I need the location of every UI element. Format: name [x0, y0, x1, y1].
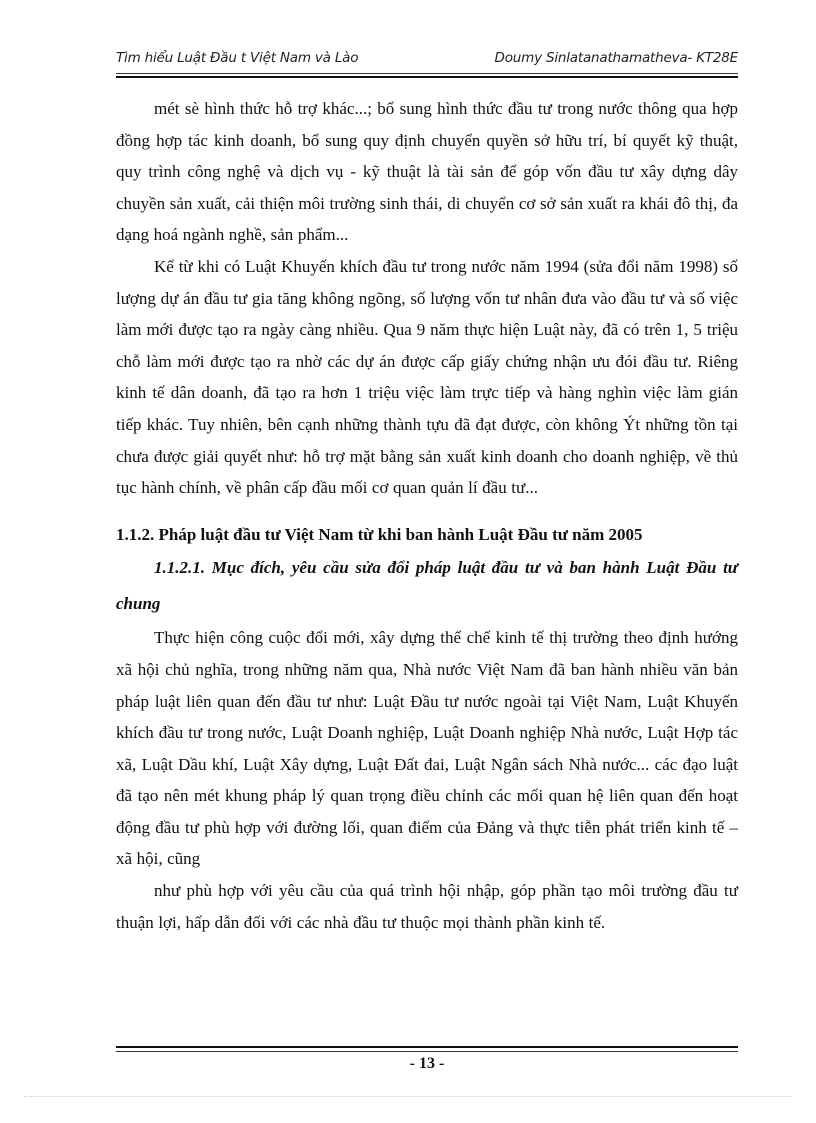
page-number: - 13 - — [409, 1055, 445, 1072]
paragraph-3: Thực hiện công cuộc đổi mới, xây dựng thể chế kinh tế thị trường theo định hướng xã hội chủ nghĩa, trong những năm qua, Nhà nước Việt Nam đã ban hành nhiều văn bản pháp luật liên quan đến đầu tư như: Luật Đầu tư nước ngoài tại Việt Nam, Luật Khuyến khích đầu tư trong nước, Luật Doanh nghiệp, Luật Doanh nghiệp Nhà nước, Luật Hợp tác xã, Luật Dầu khí, Luật Xây dựng, Luật Đất đai, Luật Ngân sách Nhà nước... các đạo luật đã tạo nên mét khung pháp lý quan trọng điều chỉnh các mối quan hệ liên quan đến hoạt động đầu tư phù hợp với đường lối, quan điểm của Đảng và thực tiễn phát triển kinh tế – xã hội, cũng — [116, 628, 738, 869]
page-body — [116, 93, 738, 938]
footer-rule-thick — [116, 1046, 738, 1048]
header-rule-thin — [116, 73, 738, 74]
header-rule-thick — [116, 76, 738, 78]
header-title: Tìm hiểu Luật Đầu t Việt Nam và Lào — [116, 50, 359, 66]
paragraph-1: mét sè hình thức hỗ trợ khác...; bổ sung hình thức đầu tư trong nước thông qua hợp đồng hợp tác kinh doanh, bổ sung quy định chuyển quyền sở hữu trí, bí quyết kỹ thuật, quy trình công nghệ và dịch vụ - kỹ thuật là tài sản để góp vốn đầu tư xây dựng dây chuyền sản xuất, cải thiện môi trường sinh thái, di chuyển cơ sở sản xuất ra khái đô thị, đa dạng hoá ngành nghề, sản phẩm... — [116, 99, 738, 245]
subsection-heading: 1.1.2.1. Mục đích, yêu cầu sửa đổi pháp luật đầu tư và ban hành Luật Đầu tư chung — [116, 558, 738, 614]
page-bottom-dotted-line — [24, 1096, 792, 1097]
header-author: Doumy Sinlatanathamatheva- KT28E — [494, 50, 738, 66]
paragraph-4: như phù hợp với yêu cầu của quá trình hội nhập, góp phần tạo môi trường đầu tư thuận lợi, hấp dẫn đối với các nhà đầu tư thuộc mọi thành phần kinh tế. — [116, 881, 738, 932]
footer-rule-thin — [116, 1051, 738, 1052]
page-header — [116, 48, 738, 70]
section-heading: 1.1.2. Pháp luật đầu tư Việt Nam từ khi ban hành Luật Đầu tư năm 2005 — [116, 524, 643, 544]
paragraph-2: Kể từ khi có Luật Khuyến khích đầu tư trong nước năm 1994 (sửa đổi năm 1998) số lượng dự án đầu tư gia tăng không ngõng, số lượng vốn tư nhân đưa vào đầu tư và số việc làm mới được tạo ra ngày càng nhiều. Qua 9 năm thực hiện Luật này, đã có trên 1, 5 triệu chỗ làm mới được tạo ra nhờ các dự án được cấp giấy chứng nhận ưu đói đầu tư. Riêng kinh tế dân doanh, đã tạo ra hơn 1 triệu việc làm trực tiếp và hàng nghìn việc làm gián tiếp khác. Tuy nhiên, bên cạnh những thành tựu đã đạt được, còn không Ýt những tồn tại chưa được giải quyết như: hỗ trợ mặt bằng sản xuất kinh doanh cho doanh nghiệp, về thủ tục hành chính, về phân cấp đầu mối cơ quan quản lí đầu tư... — [116, 256, 738, 498]
